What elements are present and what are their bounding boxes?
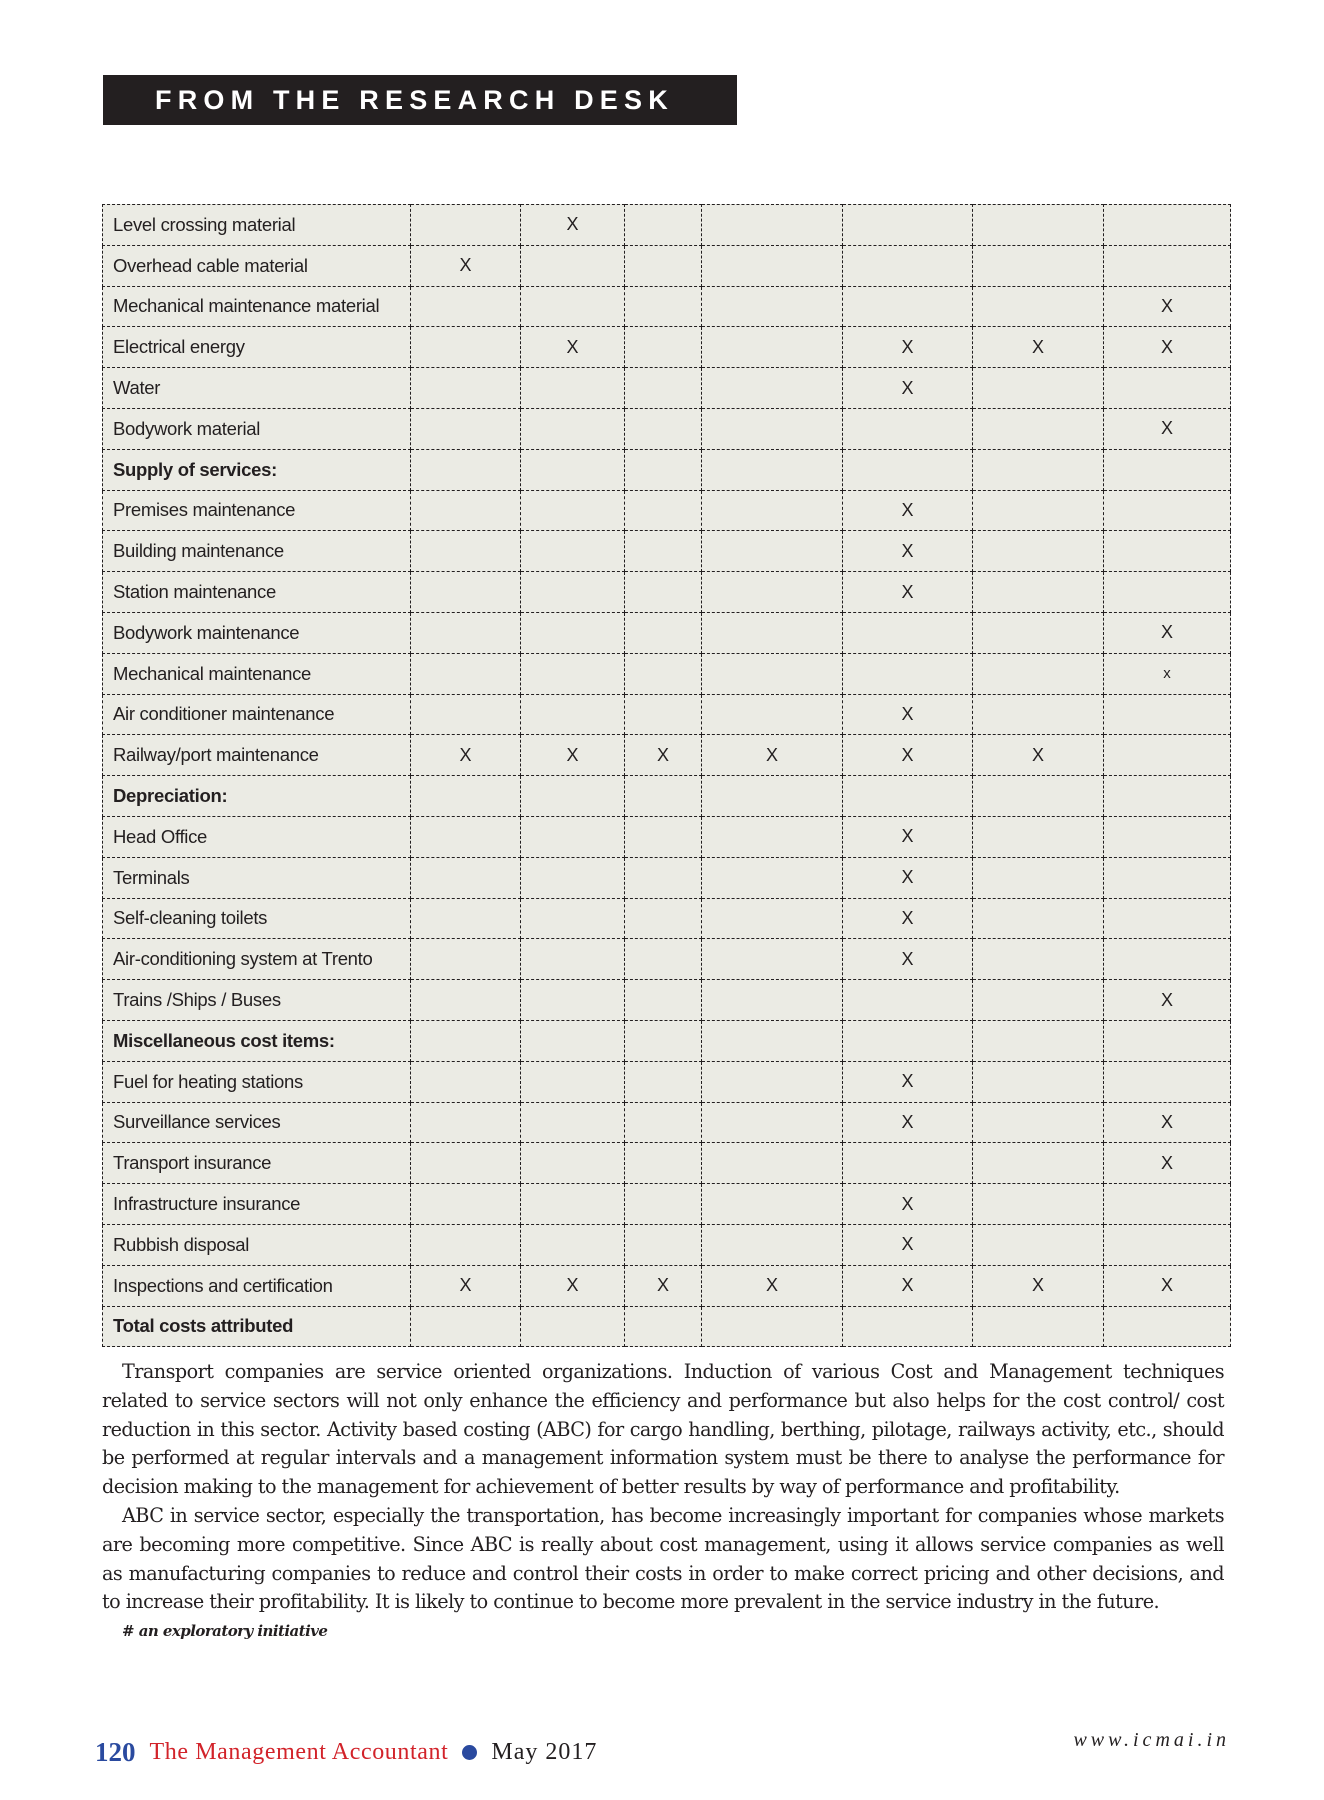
mark-cell	[973, 1061, 1104, 1102]
mark-cell	[843, 1306, 973, 1347]
mark-cell	[411, 1306, 521, 1347]
mark-cell: X	[702, 735, 843, 776]
mark-cell	[411, 898, 521, 939]
mark-cell	[702, 816, 843, 857]
table-row	[103, 408, 1231, 449]
mark-cell	[1104, 1061, 1231, 1102]
mark-cell	[411, 368, 521, 409]
mark-cell	[625, 612, 702, 653]
mark-cell	[625, 694, 702, 735]
mark-cell	[411, 1020, 521, 1061]
row-label: Infrastructure insurance	[103, 1184, 411, 1225]
row-label: Surveillance services	[103, 1102, 411, 1143]
mark-cell	[973, 1184, 1104, 1225]
row-label: Water	[103, 368, 411, 409]
mark-cell	[521, 245, 625, 286]
mark-cell	[702, 1020, 843, 1061]
mark-cell	[702, 327, 843, 368]
row-label: Head Office	[103, 816, 411, 857]
mark-cell	[521, 286, 625, 327]
mark-cell	[702, 980, 843, 1021]
mark-cell	[973, 776, 1104, 817]
mark-cell	[521, 1020, 625, 1061]
mark-cell	[625, 1061, 702, 1102]
paragraph: ABC in service sector, especially the transportation, has become increasingly important for companies whose markets are becoming more competitive. Since ABC is really about cost management, using it allows service companies as well as manufacturing companies to reduce and control their costs in order to make correct pricing and other decisions, and to increase their profitability. It is likely to continue to become more prevalent in the service industry in the future.	[102, 1503, 1224, 1614]
mark-cell	[625, 1020, 702, 1061]
table-section-row	[103, 776, 1231, 817]
mark-cell	[411, 939, 521, 980]
row-label: Bodywork maintenance	[103, 612, 411, 653]
table-row	[103, 898, 1231, 939]
mark-cell	[702, 205, 843, 246]
mark-cell	[702, 653, 843, 694]
mark-cell	[411, 857, 521, 898]
row-label: Terminals	[103, 857, 411, 898]
mark-cell	[702, 612, 843, 653]
mark-cell	[521, 1306, 625, 1347]
mark-cell	[1104, 572, 1231, 613]
mark-cell	[521, 939, 625, 980]
mark-cell	[411, 1061, 521, 1102]
mark-cell	[625, 939, 702, 980]
table-body	[103, 205, 1231, 1347]
mark-cell	[411, 694, 521, 735]
mark-cell	[1104, 939, 1231, 980]
paragraph: Transport companies are service oriented organizations. Induction of various Cost and Management techniques related to service sectors will not only enhance the efficiency and performance but also helps for the cost control/ cost reduction in this sector. Activity based costing (ABC) for cargo handling, berthing, pilotage, railways activity, etc., should be performed at regular intervals and a management information system must be there to analyse the performance for decision making to the management for achievement of better results by way of performance and profitability.	[102, 1360, 1224, 1499]
mark-cell	[1104, 1224, 1231, 1265]
mark-cell	[702, 572, 843, 613]
table-section-row	[103, 1020, 1231, 1061]
row-label: Electrical energy	[103, 327, 411, 368]
publication-name: The Management Accountant	[149, 1738, 449, 1765]
table-row	[103, 245, 1231, 286]
table-row	[103, 1184, 1231, 1225]
table-row	[103, 1102, 1231, 1143]
mark-cell	[411, 816, 521, 857]
mark-cell	[625, 653, 702, 694]
mark-cell	[973, 816, 1104, 857]
mark-cell	[521, 612, 625, 653]
mark-cell: X	[411, 735, 521, 776]
mark-cell	[1104, 490, 1231, 531]
mark-cell	[973, 490, 1104, 531]
mark-cell	[521, 694, 625, 735]
row-label: Miscellaneous cost items:	[103, 1020, 411, 1061]
issue-date: May 2017	[491, 1738, 598, 1765]
mark-cell: X	[625, 1265, 702, 1306]
mark-cell: X	[843, 1184, 973, 1225]
mark-cell	[411, 1143, 521, 1184]
table-row	[103, 694, 1231, 735]
row-label: Mechanical maintenance material	[103, 286, 411, 327]
mark-cell: X	[843, 327, 973, 368]
mark-cell	[843, 653, 973, 694]
mark-cell	[973, 980, 1104, 1021]
mark-cell: X	[843, 572, 973, 613]
mark-cell	[521, 1061, 625, 1102]
mark-cell: X	[411, 245, 521, 286]
mark-cell	[521, 816, 625, 857]
mark-cell	[625, 327, 702, 368]
mark-cell: X	[843, 857, 973, 898]
table-row	[103, 572, 1231, 613]
mark-cell	[973, 857, 1104, 898]
mark-cell	[702, 449, 843, 490]
mark-cell	[973, 408, 1104, 449]
mark-cell: X	[843, 735, 973, 776]
mark-cell	[521, 531, 625, 572]
mark-cell	[843, 980, 973, 1021]
mark-cell	[702, 776, 843, 817]
mark-cell	[973, 694, 1104, 735]
row-label: Inspections and certification	[103, 1265, 411, 1306]
mark-cell	[843, 286, 973, 327]
mark-cell	[702, 531, 843, 572]
mark-cell: X	[1104, 980, 1231, 1021]
mark-cell: X	[521, 1265, 625, 1306]
mark-cell: X	[973, 1265, 1104, 1306]
mark-cell	[411, 327, 521, 368]
mark-cell	[1104, 531, 1231, 572]
row-label: Air conditioner maintenance	[103, 694, 411, 735]
mark-cell	[521, 1224, 625, 1265]
mark-cell	[411, 1184, 521, 1225]
mark-cell	[702, 898, 843, 939]
mark-cell	[625, 980, 702, 1021]
table-section-row	[103, 1306, 1231, 1347]
mark-cell	[411, 1224, 521, 1265]
mark-cell	[973, 1224, 1104, 1265]
mark-cell: X	[411, 1265, 521, 1306]
mark-cell	[1104, 816, 1231, 857]
mark-cell: X	[1104, 286, 1231, 327]
mark-cell	[625, 245, 702, 286]
mark-cell: X	[521, 735, 625, 776]
mark-cell: X	[843, 1224, 973, 1265]
mark-cell	[625, 572, 702, 613]
mark-cell	[973, 898, 1104, 939]
mark-cell	[843, 1020, 973, 1061]
mark-cell	[521, 490, 625, 531]
mark-cell: X	[1104, 327, 1231, 368]
mark-cell	[973, 653, 1104, 694]
mark-cell	[702, 245, 843, 286]
mark-cell	[973, 205, 1104, 246]
row-label: Mechanical maintenance	[103, 653, 411, 694]
mark-cell: X	[843, 898, 973, 939]
mark-cell	[625, 898, 702, 939]
mark-cell	[973, 1143, 1104, 1184]
mark-cell	[1104, 449, 1231, 490]
mark-cell	[411, 572, 521, 613]
mark-cell: X	[843, 1061, 973, 1102]
mark-cell	[973, 1306, 1104, 1347]
mark-cell: X	[1104, 1265, 1231, 1306]
mark-cell	[411, 449, 521, 490]
mark-cell: X	[521, 205, 625, 246]
mark-cell: X	[1104, 1102, 1231, 1143]
table-section-row	[103, 449, 1231, 490]
mark-cell	[521, 368, 625, 409]
row-label: Depreciation:	[103, 776, 411, 817]
mark-cell	[702, 1306, 843, 1347]
mark-cell	[1104, 1184, 1231, 1225]
row-label: Self-cleaning toilets	[103, 898, 411, 939]
table-row	[103, 735, 1231, 776]
mark-cell: X	[1104, 612, 1231, 653]
mark-cell	[411, 408, 521, 449]
row-label: Building maintenance	[103, 531, 411, 572]
mark-cell	[702, 1061, 843, 1102]
mark-cell	[625, 1102, 702, 1143]
mark-cell: X	[973, 327, 1104, 368]
mark-cell	[843, 408, 973, 449]
row-label: Trains /Ships / Buses	[103, 980, 411, 1021]
table-row	[103, 939, 1231, 980]
cost-attribution-table	[102, 204, 1231, 1347]
mark-cell	[521, 653, 625, 694]
mark-cell	[702, 857, 843, 898]
table-row	[103, 980, 1231, 1021]
mark-cell	[521, 980, 625, 1021]
mark-cell	[702, 408, 843, 449]
mark-cell	[625, 449, 702, 490]
mark-cell: X	[521, 327, 625, 368]
mark-cell	[521, 1102, 625, 1143]
website-link[interactable]: www.icmai.in	[1073, 1729, 1230, 1751]
mark-cell	[411, 653, 521, 694]
article-body	[102, 1358, 1224, 1645]
mark-cell	[411, 980, 521, 1021]
mark-cell	[843, 205, 973, 246]
mark-cell: X	[843, 531, 973, 572]
mark-cell	[1104, 735, 1231, 776]
mark-cell	[521, 1184, 625, 1225]
mark-cell	[973, 286, 1104, 327]
mark-cell	[411, 1102, 521, 1143]
mark-cell	[1104, 898, 1231, 939]
mark-cell	[843, 612, 973, 653]
bullet-dot-icon	[462, 1745, 477, 1760]
table-row	[103, 1265, 1231, 1306]
mark-cell	[411, 205, 521, 246]
row-label: Railway/port maintenance	[103, 735, 411, 776]
mark-cell	[702, 368, 843, 409]
mark-cell	[973, 1102, 1104, 1143]
mark-cell	[702, 490, 843, 531]
mark-cell	[411, 776, 521, 817]
mark-cell	[411, 612, 521, 653]
mark-cell	[1104, 1020, 1231, 1061]
mark-cell	[625, 1143, 702, 1184]
mark-cell: x	[1104, 653, 1231, 694]
row-label: Air-conditioning system at Trento	[103, 939, 411, 980]
mark-cell	[702, 1143, 843, 1184]
mark-cell	[521, 449, 625, 490]
mark-cell	[702, 939, 843, 980]
row-label: Supply of services:	[103, 449, 411, 490]
table-row	[103, 653, 1231, 694]
table-row	[103, 612, 1231, 653]
mark-cell	[702, 694, 843, 735]
mark-cell	[1104, 776, 1231, 817]
mark-cell: X	[843, 694, 973, 735]
mark-cell	[843, 245, 973, 286]
row-label: Overhead cable material	[103, 245, 411, 286]
mark-cell: X	[843, 1102, 973, 1143]
mark-cell	[521, 408, 625, 449]
mark-cell	[702, 1184, 843, 1225]
mark-cell	[973, 1020, 1104, 1061]
mark-cell	[625, 776, 702, 817]
mark-cell	[702, 1102, 843, 1143]
mark-cell	[973, 449, 1104, 490]
mark-cell	[625, 205, 702, 246]
mark-cell	[1104, 245, 1231, 286]
section-title: FROM THE RESEARCH DESK	[155, 84, 674, 115]
mark-cell	[625, 1224, 702, 1265]
table-row	[103, 531, 1231, 572]
mark-cell	[625, 368, 702, 409]
mark-cell	[625, 816, 702, 857]
mark-cell	[625, 531, 702, 572]
mark-cell: X	[702, 1265, 843, 1306]
table-row	[103, 205, 1231, 246]
mark-cell	[521, 572, 625, 613]
mark-cell	[1104, 857, 1231, 898]
mark-cell	[521, 857, 625, 898]
mark-cell	[973, 939, 1104, 980]
mark-cell	[1104, 694, 1231, 735]
mark-cell	[843, 776, 973, 817]
mark-cell	[625, 1306, 702, 1347]
mark-cell	[625, 490, 702, 531]
mark-cell: X	[843, 368, 973, 409]
mark-cell	[973, 572, 1104, 613]
mark-cell: X	[973, 735, 1104, 776]
mark-cell: X	[843, 1265, 973, 1306]
page-number: 120	[95, 1736, 136, 1767]
mark-cell	[843, 1143, 973, 1184]
mark-cell	[1104, 1306, 1231, 1347]
row-label: Rubbish disposal	[103, 1224, 411, 1265]
mark-cell	[843, 449, 973, 490]
mark-cell	[411, 286, 521, 327]
mark-cell	[625, 408, 702, 449]
row-label: Fuel for heating stations	[103, 1061, 411, 1102]
section-title-bar	[103, 75, 737, 125]
mark-cell	[521, 898, 625, 939]
row-label: Transport insurance	[103, 1143, 411, 1184]
page-footer	[95, 1729, 1230, 1769]
table-row	[103, 1143, 1231, 1184]
table-row	[103, 327, 1231, 368]
table-row	[103, 857, 1231, 898]
table-row	[103, 490, 1231, 531]
row-label: Station maintenance	[103, 572, 411, 613]
table-row	[103, 816, 1231, 857]
mark-cell	[973, 612, 1104, 653]
mark-cell	[702, 286, 843, 327]
mark-cell	[521, 776, 625, 817]
mark-cell	[411, 531, 521, 572]
row-label: Premises maintenance	[103, 490, 411, 531]
mark-cell: X	[625, 735, 702, 776]
row-label: Total costs attributed	[103, 1306, 411, 1347]
table-row	[103, 368, 1231, 409]
mark-cell	[625, 857, 702, 898]
mark-cell	[973, 368, 1104, 409]
footnote: # an exploratory initiative	[122, 1622, 328, 1641]
mark-cell	[411, 490, 521, 531]
mark-cell: X	[843, 939, 973, 980]
table-row	[103, 1061, 1231, 1102]
mark-cell	[1104, 205, 1231, 246]
table-row	[103, 1224, 1231, 1265]
mark-cell	[521, 1143, 625, 1184]
row-label: Level crossing material	[103, 205, 411, 246]
mark-cell	[973, 531, 1104, 572]
mark-cell	[625, 286, 702, 327]
mark-cell: X	[843, 490, 973, 531]
mark-cell: X	[843, 816, 973, 857]
mark-cell	[702, 1224, 843, 1265]
mark-cell: X	[1104, 1143, 1231, 1184]
table-row	[103, 286, 1231, 327]
mark-cell	[1104, 368, 1231, 409]
mark-cell: X	[1104, 408, 1231, 449]
mark-cell	[973, 245, 1104, 286]
mark-cell	[625, 1184, 702, 1225]
row-label: Bodywork material	[103, 408, 411, 449]
